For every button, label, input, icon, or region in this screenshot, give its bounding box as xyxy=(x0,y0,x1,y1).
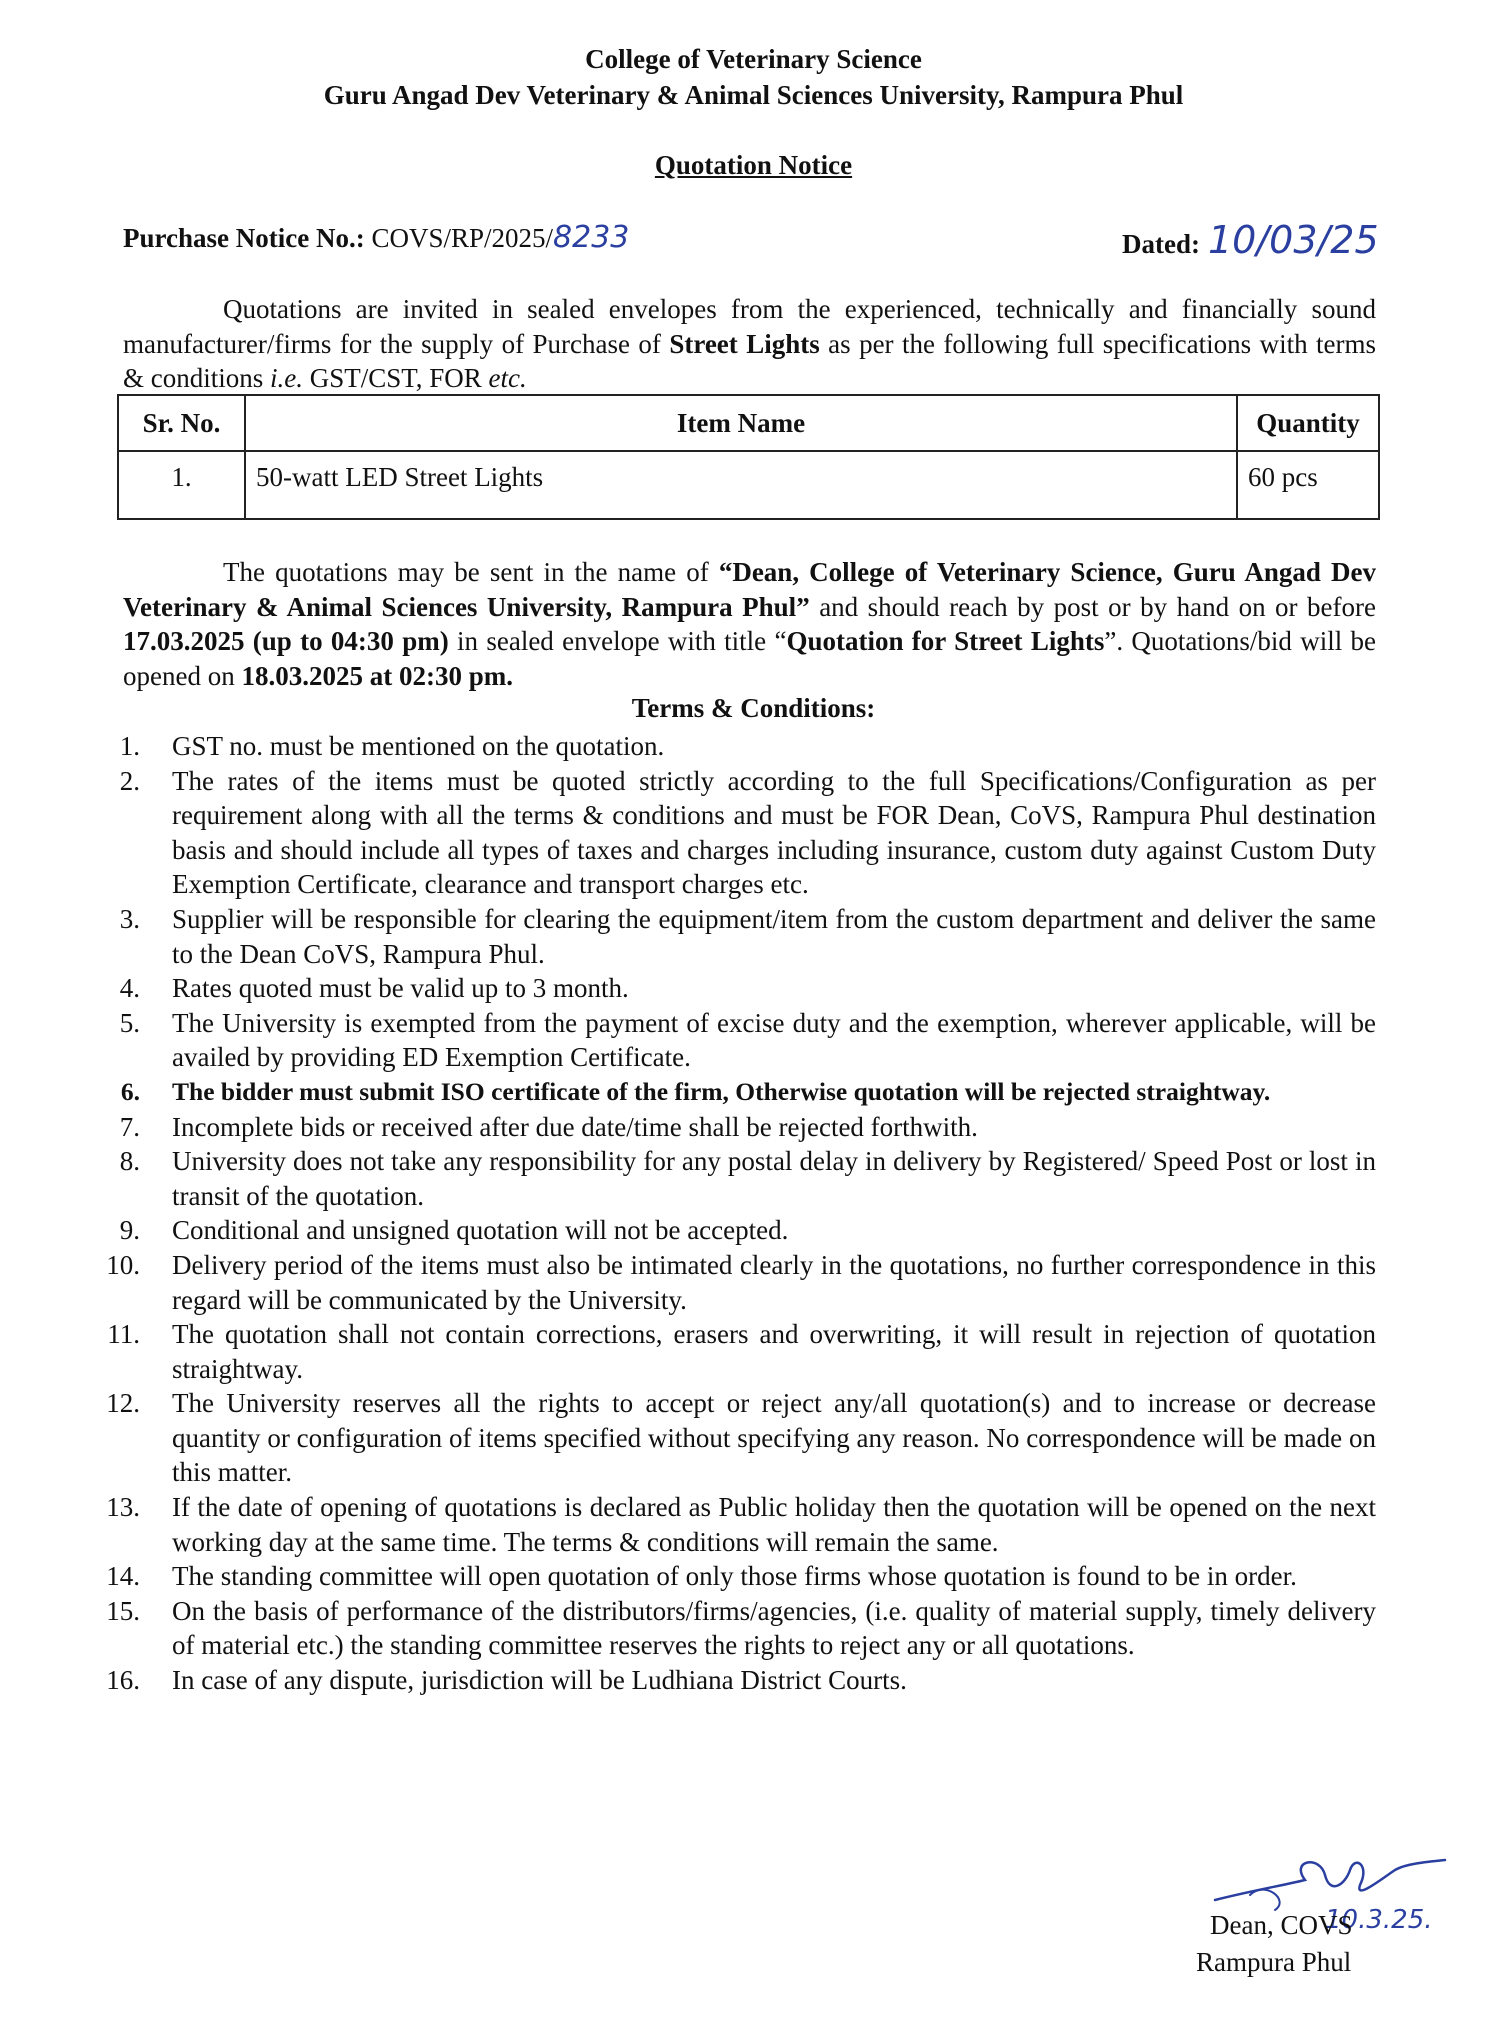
submission-text-2: and should reach by post or by hand on or before xyxy=(809,591,1376,622)
dated-label: Dated: xyxy=(1122,229,1200,259)
term-text: The rates of the items must be quoted strictly according to the full Specifications/Configuration as per requirement along with all the terms & conditions and must be FOR Dean, CoVS, Rampura Phul destination basis and should include all types of taxes and charges including insurance, custom duty against Custom Duty Exemption Certificate, clearance and transport charges etc. xyxy=(172,765,1376,900)
list-item xyxy=(100,1110,1376,1145)
purchase-notice-code: COVS/RP/2025/ xyxy=(371,223,554,253)
table-row xyxy=(118,451,1379,519)
submission-deadline: 17.03.2025 (up to 04:30 pm) xyxy=(123,626,449,656)
intro-ie: i.e. xyxy=(270,363,303,393)
term-text: University does not take any responsibility for any postal delay in delivery by Registered/ Speed Post or lost in transit of the quotation. xyxy=(172,1146,1376,1211)
cell-item-name: 50-watt LED Street Lights xyxy=(245,451,1237,519)
term-number: 11. xyxy=(107,1319,140,1350)
list-item xyxy=(100,1075,1376,1110)
list-item xyxy=(100,1317,1376,1386)
intro-item-bold: Street Lights xyxy=(669,328,820,359)
terms-heading: Terms & Conditions: xyxy=(631,693,876,723)
term-number: 1. xyxy=(119,731,140,761)
cell-quantity: 60 pcs xyxy=(1237,451,1379,519)
submission-text-4: ”. Quotations/bid will be opened on xyxy=(123,626,1376,691)
term-number: 14. xyxy=(106,1561,140,1592)
handwritten-notice-number: 8233 xyxy=(553,220,630,255)
list-item xyxy=(100,1490,1376,1559)
term-text: Delivery period of the items must also be intimated clearly in the quotations, no further correspondence in this regard will be communicated by the University. xyxy=(172,1249,1376,1315)
term-number: 13. xyxy=(106,1492,140,1523)
signatory-designation: Dean, COVS xyxy=(1210,1910,1353,1940)
submission-envelope-title: Quotation for Street Lights xyxy=(786,626,1105,656)
notice-title xyxy=(0,150,1507,181)
purchase-notice-number xyxy=(123,220,629,255)
intro-paragraph xyxy=(123,292,1376,396)
submission-addressee: “Dean, College of Veterinary Science, Guru Angad Dev Veterinary & Animal Sciences University, Rampura Phul” xyxy=(123,557,1376,622)
items-table xyxy=(117,394,1380,520)
term-text: The standing committee will open quotation of only those firms whose quotation is found to be in order. xyxy=(172,1561,1297,1592)
header-quantity: Quantity xyxy=(1237,395,1379,451)
term-number: 5. xyxy=(119,1007,140,1038)
submission-paragraph xyxy=(123,555,1376,693)
submission-text-1: The quotations may be sent in the name of xyxy=(223,557,719,587)
list-item xyxy=(100,902,1376,971)
list-item xyxy=(100,971,1376,1006)
university-name: Guru Angad Dev Veterinary & Animal Sciences University, Rampura Phul xyxy=(323,80,1184,110)
list-item xyxy=(100,1559,1376,1594)
submission-opening-date: 18.03.2025 at 02:30 pm. xyxy=(241,660,513,691)
list-item xyxy=(100,729,1376,764)
term-number: 4. xyxy=(119,973,140,1004)
intro-etc: etc. xyxy=(488,363,527,393)
term-number: 7. xyxy=(119,1111,140,1142)
submission-text-3: in sealed envelope with title “ xyxy=(448,626,787,656)
list-item xyxy=(100,1006,1376,1075)
list-item xyxy=(100,1248,1376,1317)
notice-title-text: Quotation Notice xyxy=(654,150,853,180)
term-text: The quotation shall not contain corrections, erasers and overwriting, it will result in rejection of quotation straightway. xyxy=(172,1319,1376,1384)
term-number: 16. xyxy=(106,1665,140,1696)
term-text: On the basis of performance of the distributors/firms/agencies, (i.e. quality of material supply, timely delivery of material etc.) the standing committee reserves the rights to reject any or all quotations. xyxy=(172,1595,1376,1661)
table-header-row xyxy=(118,395,1379,451)
term-number: 12. xyxy=(106,1388,140,1419)
term-number: 2. xyxy=(119,765,140,796)
purchase-notice-label: Purchase Notice No.: xyxy=(123,223,365,253)
term-text: GST no. must be mentioned on the quotation. xyxy=(172,731,665,761)
term-number: 3. xyxy=(119,903,140,934)
term-text: Supplier will be responsible for clearing the equipment/item from the custom department and deliver the same to the Dean CoVS, Rampura Phul. xyxy=(172,903,1376,969)
term-text: If the date of opening of quotations is declared as Public holiday then the quotation will be opened on the next working day at the same time. The terms & conditions will remain the same. xyxy=(172,1492,1376,1557)
term-number: 8. xyxy=(119,1146,140,1177)
dated-field xyxy=(1122,218,1379,262)
term-number: 9. xyxy=(119,1215,140,1246)
cell-sr-no: 1. xyxy=(118,451,245,519)
term-text: Rates quoted must be valid up to 3 month. xyxy=(172,973,629,1004)
term-number: 6. xyxy=(120,1076,140,1106)
list-item xyxy=(100,1144,1376,1213)
term-text: In case of any dispute, jurisdiction will be Ludhiana District Courts. xyxy=(172,1665,907,1696)
list-item xyxy=(100,1213,1376,1248)
intro-text-3: GST/CST, FOR xyxy=(303,363,489,393)
term-text: The University reserves all the rights to accept or reject any/all quotation(s) and to increase or decrease quantity or configuration of items specified without specifying any reason. No correspondence will be made on this matter. xyxy=(172,1388,1376,1488)
term-text: Incomplete bids or received after due date/time shall be rejected forthwith. xyxy=(172,1111,978,1142)
list-item xyxy=(100,1663,1376,1698)
term-text: The University is exempted from the payment of excise duty and the exemption, wherever applicable, will be availed by providing ED Exemption Certificate. xyxy=(172,1007,1376,1073)
list-item xyxy=(100,1386,1376,1490)
signatory-place: Rampura Phul xyxy=(1196,1947,1352,1977)
signature-date: 10.3.25. xyxy=(1325,1905,1433,1935)
header-sr-no: Sr. No. xyxy=(118,395,245,451)
terms-list xyxy=(100,729,1376,1698)
college-name: College of Veterinary Science xyxy=(585,44,922,74)
term-text: Conditional and unsigned quotation will not be accepted. xyxy=(172,1215,789,1246)
intro-text-1: Quotations are invited in sealed envelopes from the experienced, technically and financially sound manufacturer/firms for the supply of Purchase of xyxy=(123,294,1376,359)
intro-text-2: as per the following full specifications with terms & conditions xyxy=(123,328,1376,393)
list-item xyxy=(100,1594,1376,1663)
list-item xyxy=(100,764,1376,902)
handwritten-date: 10/03/25 xyxy=(1207,218,1379,262)
term-text: The bidder must submit ISO certificate of the firm, Otherwise quotation will be rejected straightway. xyxy=(172,1076,1271,1106)
term-number: 10. xyxy=(106,1249,140,1280)
header-item-name: Item Name xyxy=(245,395,1237,451)
term-number: 15. xyxy=(106,1595,140,1626)
